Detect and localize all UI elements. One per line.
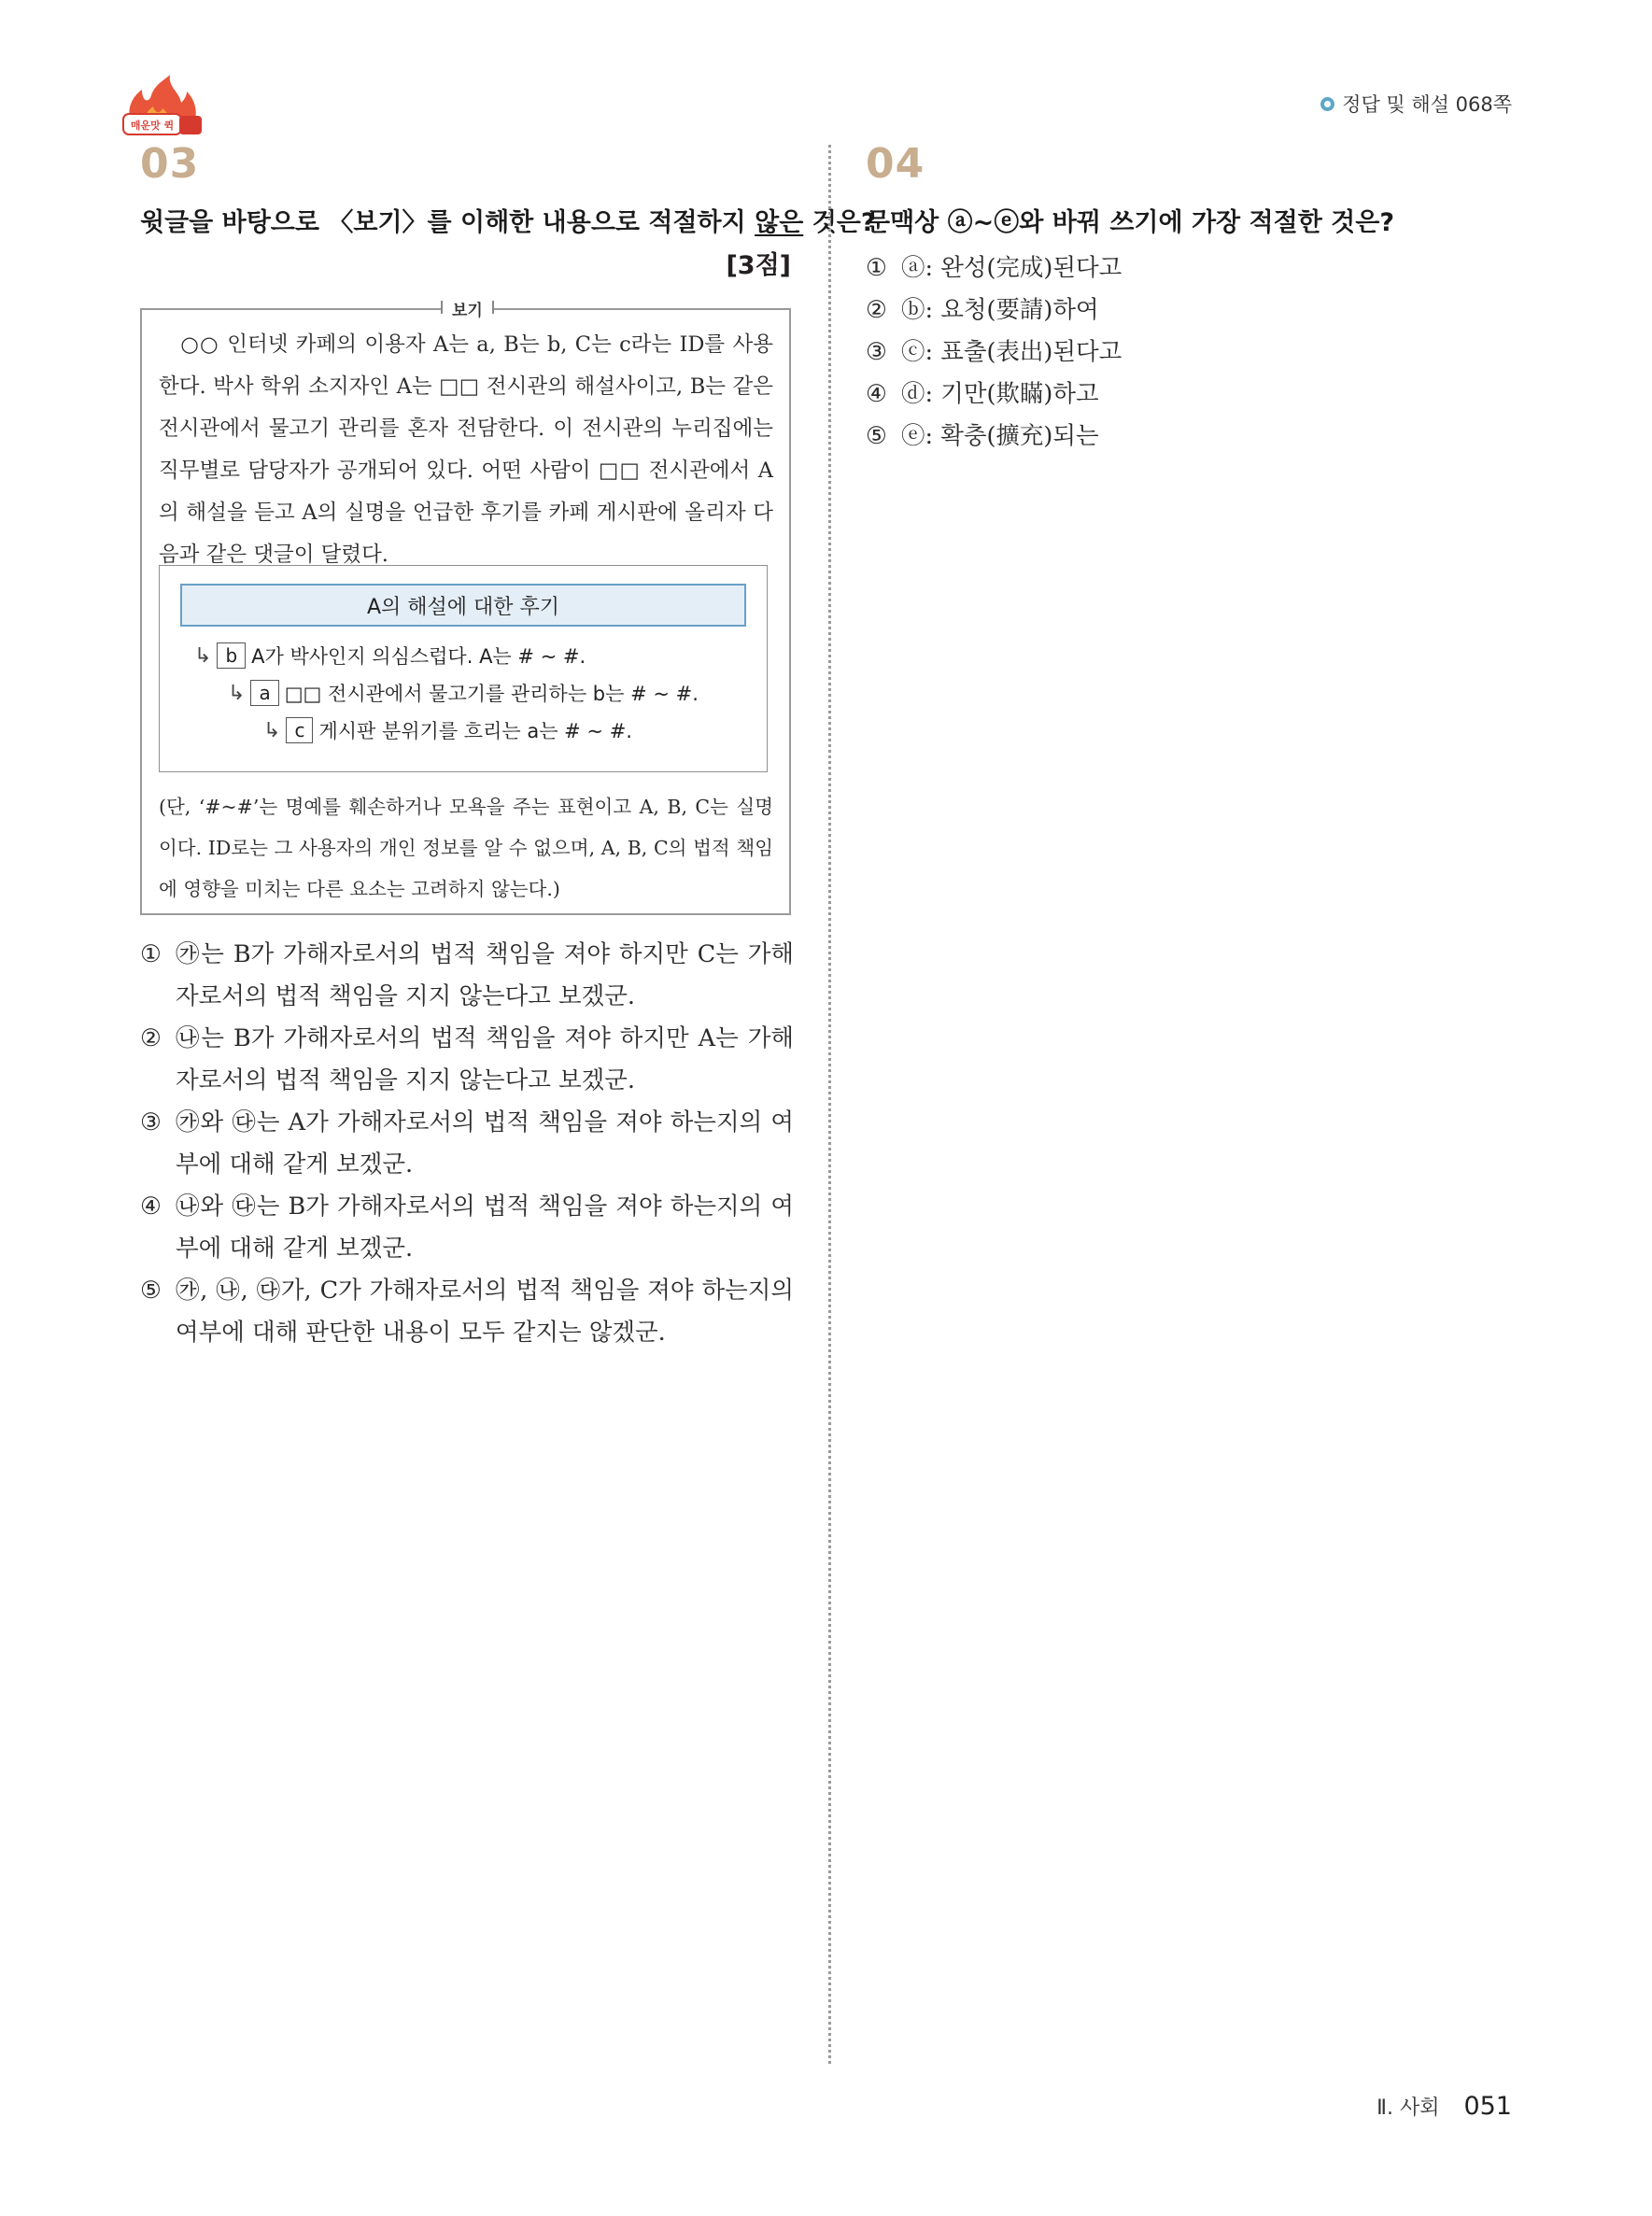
choice-text: ⓐ: 완성(完成)된다고 [901, 254, 1123, 282]
choice-number: ① [866, 254, 887, 282]
comment-3 [263, 716, 632, 744]
bogi-label: 보기 [441, 297, 494, 320]
choice-text: ⓒ: 표출(表出)된다고 [901, 338, 1123, 366]
comment-1 [194, 642, 586, 670]
column-divider [828, 145, 831, 2064]
choice-2[interactable] [866, 289, 1426, 332]
choice-text: ㉯는 B가 가해자로서의 법적 책임을 져야 하지만 A는 가해자로서의 법적 책임을 지지 않는다고 보겠군. [176, 1024, 794, 1094]
logo [120, 75, 205, 144]
choice-3[interactable] [866, 332, 1426, 374]
choice-4[interactable] [866, 374, 1426, 416]
comment-text: □□ 전시관에서 물고기를 관리하는 b는 # ~ #. [284, 683, 699, 705]
choice-text: ⓓ: 기만(欺瞞)하고 [901, 380, 1099, 408]
choice-number: ① [140, 940, 162, 968]
comment-id: a [250, 680, 278, 706]
reply-arrow-icon: ↳ [194, 643, 212, 668]
choice-text: ⓔ: 확충(擴充)되는 [901, 422, 1099, 450]
choice-number: ⑤ [140, 1277, 162, 1305]
choice-number: ④ [866, 380, 887, 408]
review-title: A의 해설에 대한 후기 [180, 584, 746, 627]
page-footer [1377, 2092, 1512, 2121]
svg-text:매운맛 퀵: 매운맛 퀵 [130, 120, 175, 132]
choice-text: ㉮, ㉯, ㉰가, C가 가해자로서의 법적 책임을 져야 하는지의 여부에 대해 판단한 내용이 모두 같지는 않겠군. [176, 1277, 794, 1347]
question-03-number: 03 [140, 140, 200, 188]
answer-reference-text: 정답 및 해설 068쪽 [1342, 93, 1512, 116]
page-number: 051 [1463, 2092, 1512, 2121]
question-04-choices [866, 247, 1426, 458]
comment-id: c [286, 717, 313, 743]
choice-5[interactable] [866, 416, 1426, 458]
bogi-passage-text: ○○ 인터넷 카페의 이용자 A는 a, B는 b, C는 c라는 ID를 사용한다. 박사 학위 소지자인 A는 □□ 전시관의 해설사이고, B는 같은 전시관에서 물고기 관리를 혼자 전담한다. 이 전시관의 누리집에는 직무별로 담당자가 공개되어 있다. 어떤 사람이 □□ 전시관에서 A의 해설을 듣고 A의 실명을 언급한 후기를 카페 게시판에 올리자 다음과 같은 댓글이 달렸다. [159, 332, 773, 567]
choice-5[interactable] [140, 1270, 794, 1354]
choice-number: ⑤ [866, 422, 887, 450]
question-03-text-pre: 윗글을 바탕으로 〈보기〉를 이해한 내용으로 적절하지 [140, 208, 755, 237]
question-03-text-post: 것은? [803, 208, 876, 237]
comment-id: b [217, 642, 246, 669]
choice-text: ㉮는 B가 가해자로서의 법적 책임을 져야 하지만 C는 가해자로서의 법적 책임을 지지 않는다고 보겠군. [176, 940, 794, 1010]
question-03-points: [3점] [726, 251, 791, 280]
choice-text: ㉯와 ㉰는 B가 가해자로서의 법적 책임을 져야 하는지의 여부에 대해 같게 보겠군. [176, 1193, 794, 1263]
bullet-icon [1320, 97, 1334, 111]
choice-number: ② [866, 296, 887, 324]
choice-number: ④ [140, 1193, 162, 1221]
choice-text: ⓑ: 요청(要請)하여 [901, 296, 1099, 324]
flame-logo-icon [120, 75, 205, 144]
choice-text: ㉮와 ㉰는 A가 가해자로서의 법적 책임을 져야 하는지의 여부에 대해 같게 보겠군. [176, 1108, 794, 1179]
choice-1[interactable] [140, 934, 794, 1018]
choice-4[interactable] [140, 1186, 794, 1270]
bogi-note: (단, ‘#~#’는 명예를 훼손하거나 모욕을 주는 표현이고 A, B, C는 실명이다. ID로는 그 사용자의 개인 정보를 알 수 없으며, A, B, C의 법적 책임에 영향을 미치는 다른 요소는 고려하지 않는다.) [159, 796, 773, 900]
answer-reference [1320, 90, 1512, 118]
question-03-emphasis: 않은 [755, 208, 804, 237]
question-03-choices [140, 934, 794, 1354]
comment-2 [228, 679, 699, 707]
reply-arrow-icon: ↳ [228, 681, 246, 705]
section-label: Ⅱ. 사회 [1377, 2096, 1440, 2120]
choice-number: ③ [866, 338, 887, 366]
question-03-text [140, 202, 876, 238]
question-04-text: 문맥상 ⓐ~ⓔ와 바꿔 쓰기에 가장 적절한 것은? [866, 208, 1394, 237]
comment-text: A가 박사인지 의심스럽다. A는 # ~ #. [251, 645, 586, 668]
reply-arrow-icon: ↳ [263, 718, 281, 742]
bogi-passage [159, 324, 773, 576]
choice-number: ③ [140, 1108, 162, 1136]
choice-3[interactable] [140, 1102, 794, 1186]
choice-2[interactable] [140, 1018, 794, 1102]
question-04-number: 04 [866, 140, 925, 188]
comment-text: 게시판 분위기를 흐리는 a는 # ~ #. [318, 720, 632, 742]
choice-1[interactable] [866, 247, 1426, 289]
choice-number: ② [140, 1024, 162, 1052]
